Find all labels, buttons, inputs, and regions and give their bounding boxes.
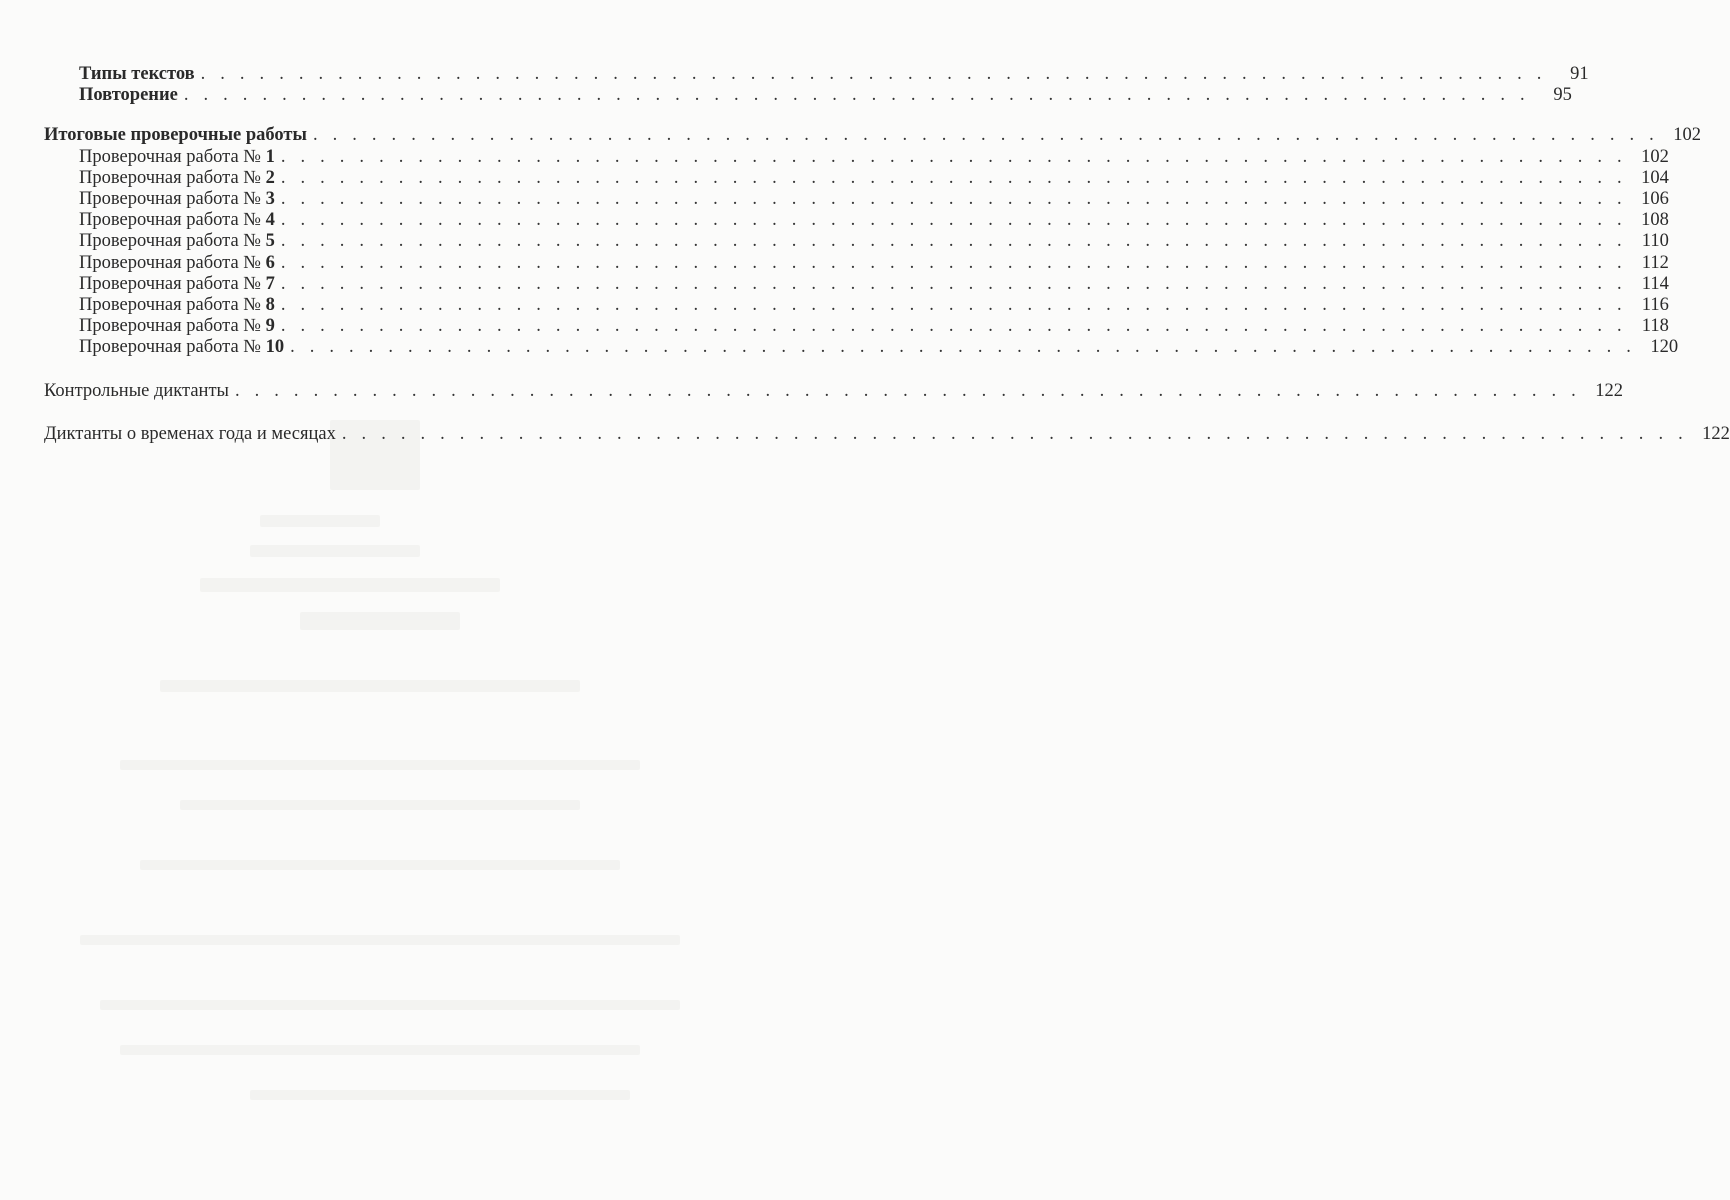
bleed-through-mark	[180, 800, 580, 810]
toc-page-number: 102	[1673, 125, 1701, 146]
toc-entry-title	[79, 295, 275, 316]
bleed-through-mark	[250, 545, 420, 557]
dot-leader: . . . . . . . . . . . . . . . . . . . . . . . . . . . . . . . . . . . . . . . . . . . . . . . . . . . . . . . . . . . . . . . . . . . . .	[280, 273, 1627, 294]
toc-entry-test-2	[44, 167, 1669, 189]
bleed-through-mark	[80, 935, 680, 945]
toc-page-number: 102	[1641, 146, 1669, 167]
toc-entry-test-6	[44, 252, 1669, 274]
test-label: Проверочная работа №	[79, 294, 266, 315]
bleed-through-mark	[160, 680, 580, 692]
dot-leader: . . . . . . . . . . . . . . . . . . . . . . . . . . . . . . . . . . . . . . . . . . . . . . . . . . . . . . . . . . . . . . . . . . . . .	[280, 252, 1627, 273]
dot-leader: . . . . . . . . . . . . . . . . . . . . . . . . . . . . . . . . . . . . . . . . . . . . . . . . . . . . . . . . . . . . . . . . . . . . .	[280, 210, 1627, 231]
toc-page-number: 118	[1641, 316, 1669, 337]
bleed-through-mark	[300, 612, 460, 630]
spacer	[44, 403, 696, 424]
toc-entry-test-4	[44, 210, 1669, 231]
toc-page-number: 114	[1641, 273, 1669, 294]
toc-entry-title: Типы текстов	[79, 64, 195, 84]
toc-page-number: 95	[1553, 85, 1572, 106]
toc-entry-title	[79, 274, 275, 295]
test-number: 5	[265, 231, 275, 252]
toc-entry-title	[79, 210, 275, 231]
toc-page-number: 116	[1641, 294, 1669, 315]
toc-entry-control-dictations	[44, 381, 1623, 402]
toc-page-number: 108	[1641, 210, 1669, 231]
test-label: Проверочная работа №	[79, 337, 266, 358]
test-number: 7	[265, 273, 275, 294]
toc-entry-test-7	[44, 273, 1669, 295]
dot-leader: . . . . . . . . . . . . . . . . . . . . . . . . . . . . . . . . . . . . . . . . . . . . . . . . . . . . . . . . . . . . . . . . . . . . .	[280, 146, 1627, 167]
toc-page-number: 112	[1641, 252, 1669, 273]
dot-leader: . . . . . . . . . . . . . . . . . . . . . . . . . . . . . . . . . . . . . . . . . . . . . . . . . . . . . . . . . . . . . . . . . . . . .	[280, 231, 1627, 252]
test-number: 1	[265, 146, 275, 167]
toc-entry-title	[79, 316, 275, 337]
test-label: Проверочная работа №	[79, 146, 266, 167]
dot-leader: . . . . . . . . . . . . . . . . . . . . . . . . . . . . . . . . . . . . . . . . . . . . . . . . . . . . . . . . . . . . . . . . . . . . .	[280, 316, 1627, 337]
toc-page-number: 104	[1641, 167, 1669, 188]
test-label: Проверочная работа №	[79, 188, 266, 209]
toc-entry-seasons-dictations	[44, 423, 1730, 445]
bleed-through-mark	[140, 860, 620, 870]
test-label: Проверочная работа №	[79, 252, 266, 273]
test-number: 9	[265, 316, 275, 337]
dot-leader: . . . . . . . . . . . . . . . . . . . . . . . . . . . . . . . . . . . . . . . . . . . . . . . . . . . . . . . . . . . . . . . . . . . . .	[312, 125, 1659, 146]
toc-entry-title: Контрольные диктанты	[44, 381, 229, 402]
dot-leader: . . . . . . . . . . . . . . . . . . . . . . . . . . . . . . . . . . . . . . . . . . . . . . . . . . . . . . . . . . . . . . . . . . . . .	[341, 423, 1688, 444]
test-label: Проверочная работа №	[79, 167, 266, 188]
dot-leader: . . . . . . . . . . . . . . . . . . . . . . . . . . . . . . . . . . . . . . . . . . . . . . . . . . . . . . . . . . . . . . . . . . . . .	[183, 85, 1530, 106]
toc-entry-review	[44, 85, 1572, 106]
test-label: Проверочная работа №	[79, 231, 266, 252]
bleed-through-mark	[120, 760, 640, 770]
toc-entry-title	[79, 147, 275, 168]
test-label: Проверочная работа №	[79, 210, 266, 231]
toc-page-number: 122	[1595, 381, 1623, 402]
toc-entry-final-tests	[44, 125, 1701, 146]
table-of-contents	[44, 64, 1730, 445]
toc-entry-title	[79, 337, 284, 358]
test-number: 4	[265, 210, 275, 231]
bleed-through-mark	[120, 1045, 640, 1055]
toc-entry-title	[79, 189, 275, 210]
toc-page-number: 110	[1641, 231, 1669, 252]
toc-entry-test-9	[44, 316, 1669, 337]
dot-leader: . . . . . . . . . . . . . . . . . . . . . . . . . . . . . . . . . . . . . . . . . . . . . . . . . . . . . . . . . . . . . . . . . . . . .	[280, 188, 1627, 209]
toc-entry-title	[79, 168, 275, 189]
test-label: Проверочная работа №	[79, 316, 266, 337]
toc-entry-test-5	[44, 231, 1669, 252]
toc-entry-title	[79, 253, 275, 274]
toc-page-number: 120	[1650, 337, 1679, 358]
test-label: Проверочная работа №	[79, 273, 266, 294]
toc-page-number: 106	[1641, 188, 1669, 209]
test-number: 8	[265, 294, 275, 315]
test-number: 6	[265, 252, 275, 273]
toc-entry-title: Повторение	[79, 85, 178, 106]
toc-entry-text-types	[44, 64, 1589, 85]
dot-leader: . . . . . . . . . . . . . . . . . . . . . . . . . . . . . . . . . . . . . . . . . . . . . . . . . . . . . . . . . . . . . . . . . . . . .	[280, 294, 1627, 315]
toc-page-number: 122	[1702, 423, 1730, 444]
dot-leader: . . . . . . . . . . . . . . . . . . . . . . . . . . . . . . . . . . . . . . . . . . . . . . . . . . . . . . . . . . . . . . . . . . . . .	[234, 381, 1581, 402]
bleed-through-mark	[200, 578, 500, 592]
test-number: 10	[265, 337, 285, 358]
bleed-through-mark	[250, 1090, 630, 1100]
toc-entry-title: Итоговые проверочные работы	[44, 125, 307, 146]
bleed-through-mark	[100, 1000, 680, 1010]
toc-page-number: 91	[1570, 64, 1589, 84]
toc-entry-test-8	[44, 294, 1669, 316]
dot-leader: . . . . . . . . . . . . . . . . . . . . . . . . . . . . . . . . . . . . . . . . . . . . . . . . . . . . . . . . . . . . . . . . . . . . .	[200, 64, 1547, 84]
test-number: 2	[265, 167, 275, 188]
test-number: 3	[265, 188, 275, 209]
toc-entry-title	[79, 231, 275, 252]
spacer	[44, 106, 696, 125]
toc-entry-test-1	[44, 146, 1669, 168]
bleed-through-mark	[260, 515, 380, 527]
spacer	[44, 358, 696, 381]
dot-leader: . . . . . . . . . . . . . . . . . . . . . . . . . . . . . . . . . . . . . . . . . . . . . . . . . . . . . . . . . . . . . . . . . . . . .	[290, 337, 1637, 358]
dot-leader: . . . . . . . . . . . . . . . . . . . . . . . . . . . . . . . . . . . . . . . . . . . . . . . . . . . . . . . . . . . . . . . . . . . . .	[280, 167, 1627, 188]
toc-entry-test-3	[44, 188, 1669, 210]
toc-entry-test-10	[44, 337, 1679, 358]
toc-entry-title: Диктанты о временах года и месяцах	[44, 423, 336, 444]
